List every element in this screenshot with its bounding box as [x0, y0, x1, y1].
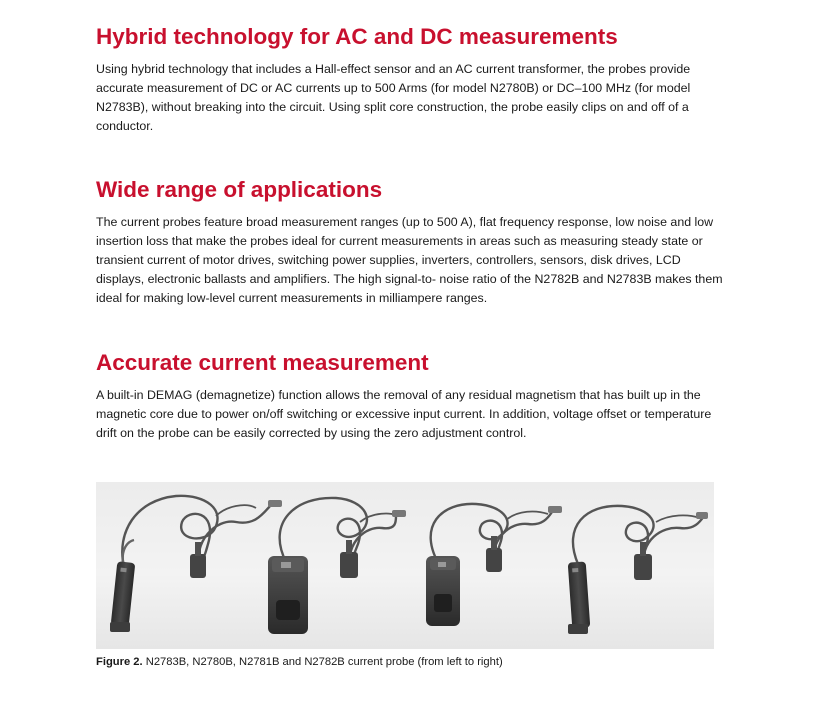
- probe-n2781b-termination: [486, 548, 502, 572]
- figure-label: Figure 2.: [96, 656, 143, 668]
- section-heading: Accurate current measurement: [96, 350, 429, 375]
- probe-n2783b-termination: [190, 554, 206, 578]
- probe-photo: [96, 482, 714, 649]
- section-hybrid-technology: [96, 24, 726, 136]
- probe-illustration: [96, 482, 714, 649]
- figure-caption-text: N2783B, N2780B, N2781B and N2782B current probe (from left to right): [142, 656, 503, 668]
- probe-n2782b-body: [568, 561, 591, 628]
- section-body: The current probes feature broad measurement ranges (up to 500 A), flat frequency response, low noise and low insertion loss that make the probes ideal for current measurements in areas such as measuring steady state or transient current of motor drives, switching power supplies, inverters, controllers, sensors, disk drives, LCD displays, electronic ballasts and amplifiers. The high signal-to- noise ratio of the N2782B and N2783B makes them ideal for making low-level current measurements in milliampere ranges.: [96, 215, 723, 305]
- section-heading: Hybrid technology for AC and DC measurements: [96, 24, 618, 49]
- section-heading: Wide range of applications: [96, 177, 383, 202]
- figure-caption: [96, 656, 503, 668]
- section-applications: [96, 177, 726, 308]
- probe-n2782b-termination: [634, 554, 652, 580]
- section-body: A built-in DEMAG (demagnetize) function allows the removal of any residual magnetism that has built up in the magnetic core due to power on/off switching or excessive input current. In addition, voltage offset or temperature drift on the probe can be easily corrected by using the zero adjustment control.: [96, 388, 712, 440]
- probe-n2780b-termination: [340, 552, 358, 578]
- section-accurate-measurement: [96, 350, 726, 443]
- section-body: Using hybrid technology that includes a Hall-effect sensor and an AC current transformer, the probes provide accurate measurement of DC or AC currents up to 500 Arms (for model N2780B) or DC–100 MHz (for model N2783B), without breaking into the circuit. Using split core construction, the probe easily clips on and off of a conductor.: [96, 62, 691, 133]
